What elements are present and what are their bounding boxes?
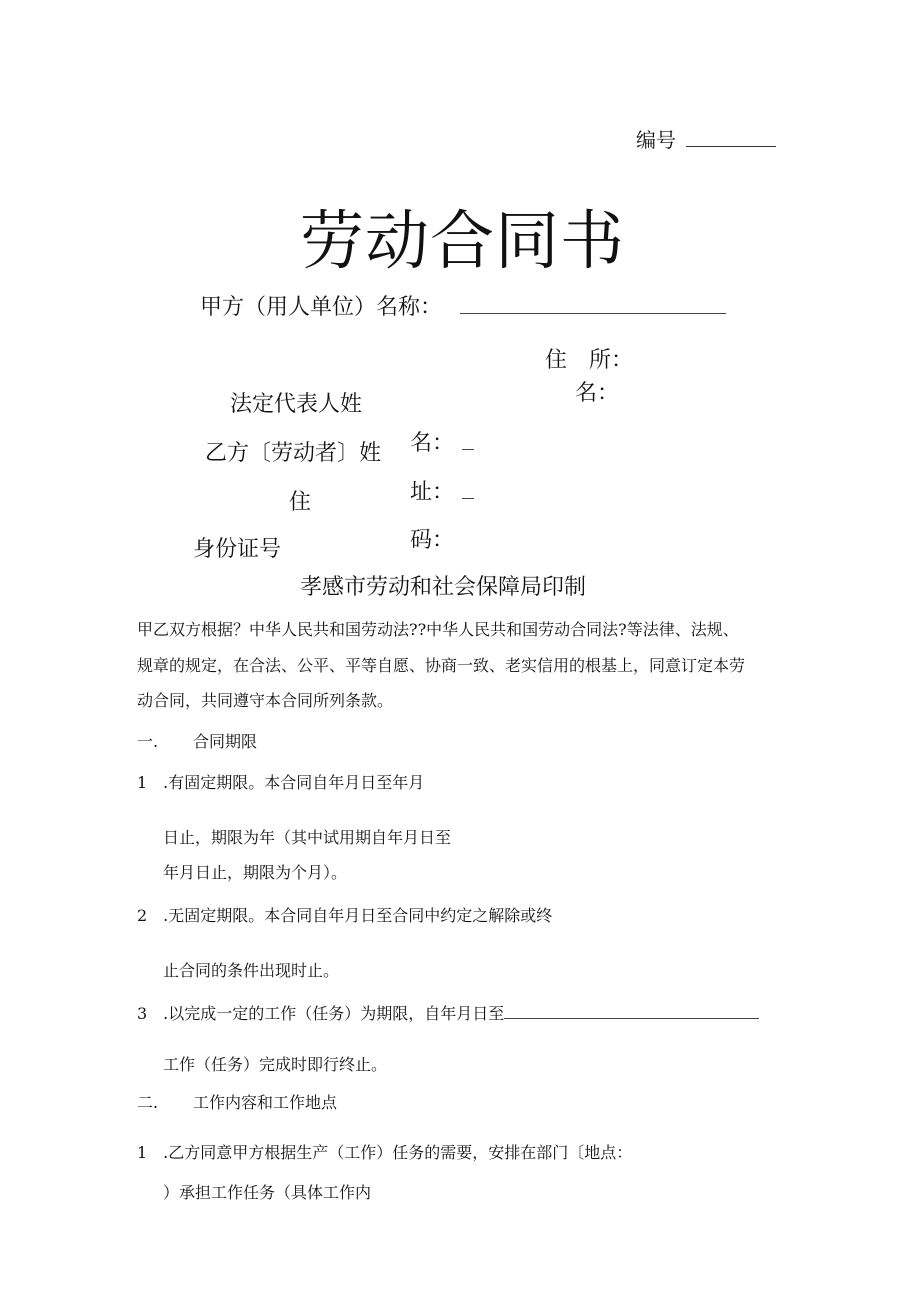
address-label-a: 住 所： xyxy=(545,348,634,373)
publisher: 孝感市劳动和社会保障局印制 xyxy=(300,575,587,600)
item-2-line-2: 止合同的条件出现时止。 xyxy=(163,961,340,980)
item-2-line-1: 2 .无固定期限。本合同自年月日至合同中约定之解除或终 xyxy=(137,906,553,925)
item-4-line-2: ）承担工作任务（具体工作内 xyxy=(163,1183,372,1202)
intro-line-2: 规章的规定，在合法、公平、平等自愿、协商一致、老实信用的根基上，同意订定本劳 xyxy=(137,656,746,675)
address-row-b xyxy=(410,475,474,506)
item-4-line-1: 1 .乙方同意甲方根据生产（工作）任务的需要，安排在部门〔地点： xyxy=(137,1143,633,1162)
legal-rep-label: 法定代表人姓 xyxy=(230,392,363,417)
serial-blank[interactable] xyxy=(686,126,776,147)
name-row xyxy=(410,426,474,457)
id-label-left: 身份证号 xyxy=(193,537,282,562)
item-3-line-1: 3 .以完成一定的工作（任务）为期限，自年月日至 xyxy=(137,1004,505,1023)
party-a-row xyxy=(200,290,726,321)
name-label: 名： xyxy=(410,431,455,456)
item-3-blank[interactable] xyxy=(504,1004,759,1019)
intro-line-1: 甲乙双方根据？中华人民共和国劳动法??中华人民共和国劳动合同法?等法律、法规、 xyxy=(137,620,739,639)
item-3-row xyxy=(137,1001,759,1024)
section-2-number: 二. xyxy=(137,1093,159,1112)
serial-number xyxy=(636,124,776,153)
intro-line-3: 动合同，共同遵守本合同所列条款。 xyxy=(137,691,394,710)
section-1-title: 合同期限 xyxy=(193,732,258,751)
item-3-line-2: 工作（任务）完成时即行终止。 xyxy=(163,1055,388,1074)
section-2-title: 工作内容和工作地点 xyxy=(193,1093,338,1112)
address-blank[interactable] xyxy=(462,484,474,499)
name-label-right: 名： xyxy=(575,381,620,406)
address-label-b-right: 址： xyxy=(410,480,455,505)
serial-label: 编号 xyxy=(636,128,676,152)
item-1-line-2: 日止，期限为年（其中试用期自年月日至 xyxy=(163,828,452,847)
name-blank[interactable] xyxy=(462,435,474,450)
section-1-number: 一. xyxy=(137,732,159,751)
item-1-line-3: 年月日止，期限为个月）。 xyxy=(163,863,348,882)
address-label-b-left: 住 xyxy=(289,490,312,515)
item-1-line-1: 1 .有固定期限。本合同自年月日至年月 xyxy=(137,773,425,792)
party-a-name-blank[interactable] xyxy=(460,291,726,314)
party-b-label: 乙方〔劳动者〕姓 xyxy=(205,441,382,466)
id-label-right: 码： xyxy=(410,528,455,553)
party-a-label: 甲方（用人单位）名称： xyxy=(200,295,443,320)
document-title: 劳动合同书 xyxy=(300,205,625,279)
